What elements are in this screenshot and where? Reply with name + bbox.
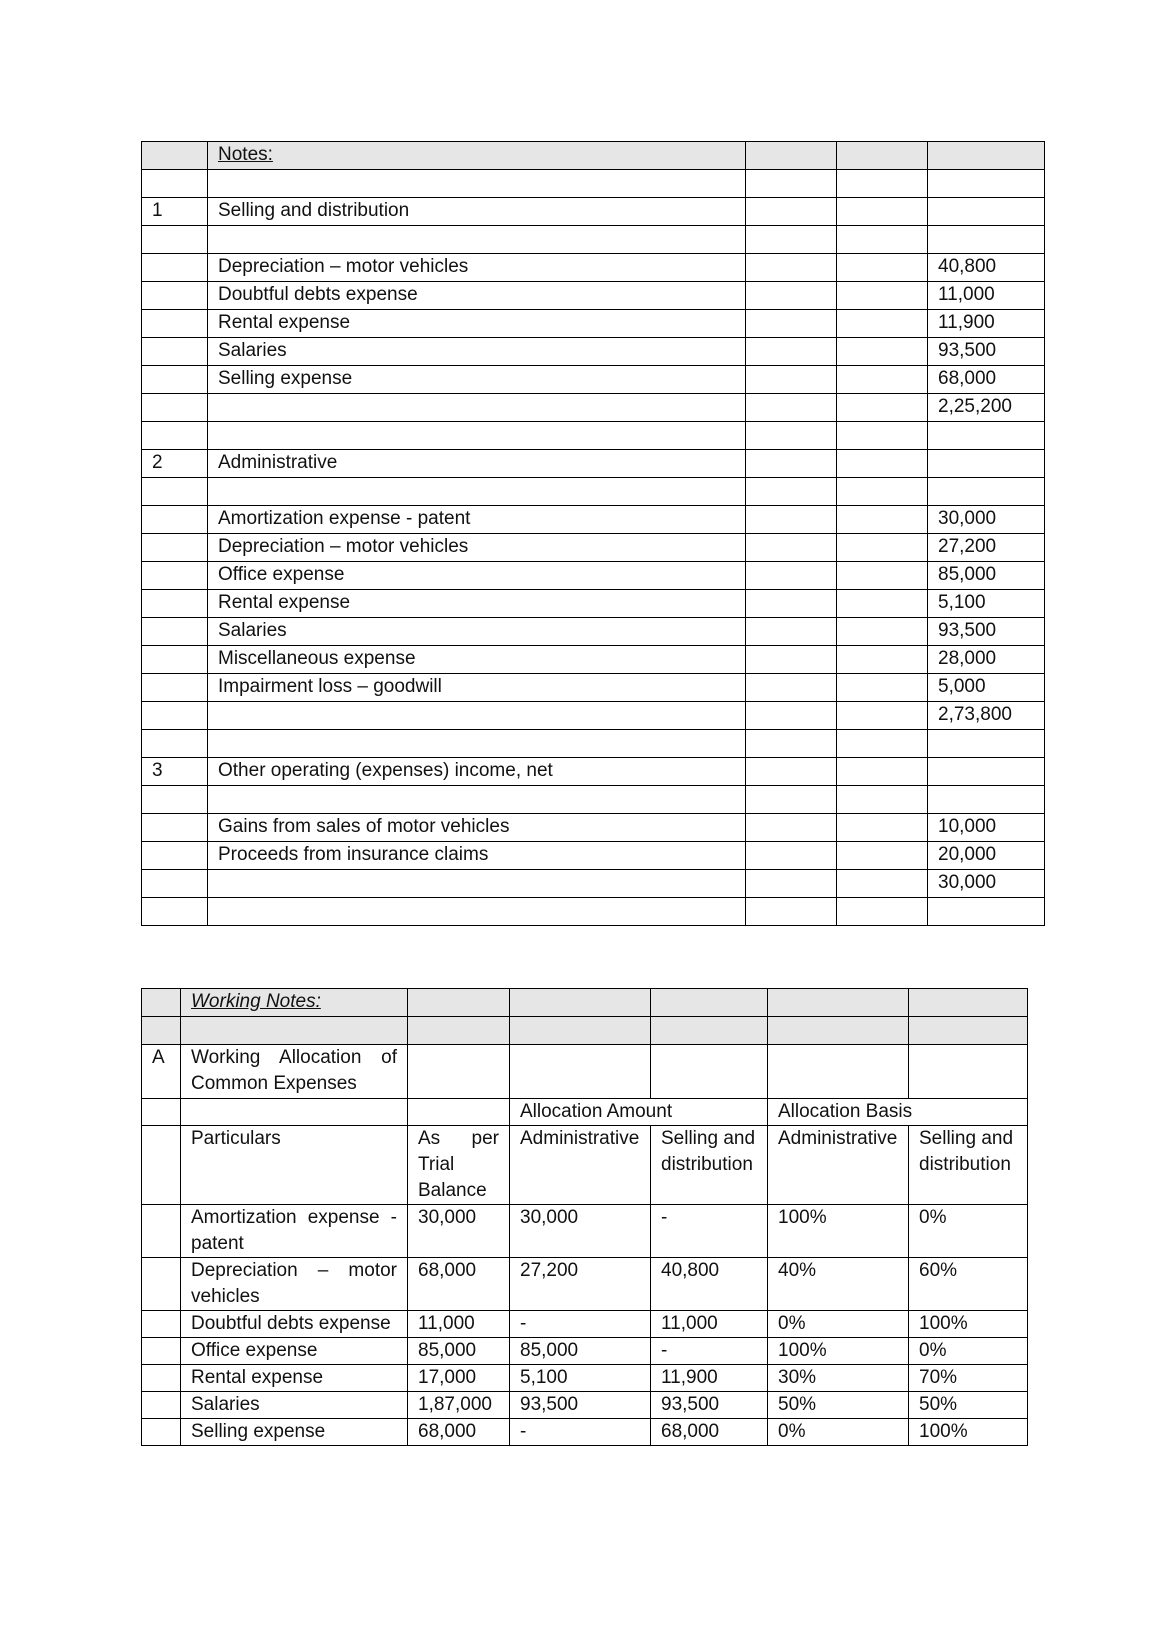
selling-amount-cell: 68,000 bbox=[651, 1419, 768, 1446]
note-item-amount: 10,000 bbox=[928, 814, 1045, 842]
blank-row bbox=[142, 170, 1045, 198]
admin-amount-cell: 93,500 bbox=[510, 1392, 651, 1419]
section-title: Working Allocation of Common Expenses bbox=[181, 1045, 408, 1099]
note-item-amount: 11,000 bbox=[928, 282, 1045, 310]
note-item-amount: 5,000 bbox=[928, 674, 1045, 702]
working-notes-title: Working Notes: bbox=[191, 991, 321, 1012]
note-total-row bbox=[142, 702, 1045, 730]
selling-amount-header: Selling and distribution bbox=[651, 1126, 768, 1205]
working-notes-header-row bbox=[142, 989, 1028, 1017]
admin-basis-cell: 0% bbox=[768, 1311, 909, 1338]
admin-amount-cell: 85,000 bbox=[510, 1338, 651, 1365]
trial-balance-cell: 30,000 bbox=[408, 1205, 510, 1258]
allocation-basis-header: Allocation Basis bbox=[768, 1099, 1028, 1126]
selling-amount-cell: - bbox=[651, 1338, 768, 1365]
selling-basis-cell: 100% bbox=[909, 1419, 1028, 1446]
admin-amount-cell: - bbox=[510, 1419, 651, 1446]
note-item-row bbox=[142, 814, 1045, 842]
selling-amount-cell: 93,500 bbox=[651, 1392, 768, 1419]
note-item-label: Impairment loss – goodwill bbox=[208, 674, 746, 702]
blank-row bbox=[142, 898, 1045, 926]
column-header-row bbox=[142, 1126, 1028, 1205]
allocation-row bbox=[142, 1338, 1028, 1365]
note-item-row bbox=[142, 366, 1045, 394]
note-item-label: Depreciation – motor vehicles bbox=[208, 254, 746, 282]
note-item-amount: 30,000 bbox=[928, 506, 1045, 534]
trial-balance-cell: 11,000 bbox=[408, 1311, 510, 1338]
notes-table bbox=[141, 141, 1045, 926]
selling-amount-cell: - bbox=[651, 1205, 768, 1258]
admin-basis-cell: 40% bbox=[768, 1258, 909, 1311]
note-item-amount: 93,500 bbox=[928, 618, 1045, 646]
admin-amount-cell: 27,200 bbox=[510, 1258, 651, 1311]
note-number: 2 bbox=[142, 450, 208, 478]
notes-title: Notes: bbox=[218, 144, 273, 165]
note-item-row bbox=[142, 254, 1045, 282]
blank-row bbox=[142, 478, 1045, 506]
note-section-row bbox=[142, 450, 1045, 478]
admin-amount-cell: 5,100 bbox=[510, 1365, 651, 1392]
note-item-amount: 68,000 bbox=[928, 366, 1045, 394]
group-header-row bbox=[142, 1099, 1028, 1126]
note-item-label: Office expense bbox=[208, 562, 746, 590]
note-heading: Other operating (expenses) income, net bbox=[208, 758, 746, 786]
note-item-label: Salaries bbox=[208, 338, 746, 366]
note-item-amount: 85,000 bbox=[928, 562, 1045, 590]
particulars-header: Particulars bbox=[181, 1126, 408, 1205]
trial-balance-cell: 68,000 bbox=[408, 1419, 510, 1446]
admin-basis-cell: 100% bbox=[768, 1205, 909, 1258]
allocation-row bbox=[142, 1311, 1028, 1338]
note-item-row bbox=[142, 310, 1045, 338]
selling-basis-header: Selling and distribution bbox=[909, 1126, 1028, 1205]
note-total-amount: 2,25,200 bbox=[928, 394, 1045, 422]
note-item-amount: 28,000 bbox=[928, 646, 1045, 674]
admin-basis-cell: 0% bbox=[768, 1419, 909, 1446]
trial-balance-cell: 17,000 bbox=[408, 1365, 510, 1392]
selling-basis-cell: 0% bbox=[909, 1205, 1028, 1258]
admin-amount-header: Administrative bbox=[510, 1126, 651, 1205]
note-section-row bbox=[142, 758, 1045, 786]
notes-header-row bbox=[142, 142, 1045, 170]
note-item-amount: 40,800 bbox=[928, 254, 1045, 282]
allocation-row bbox=[142, 1392, 1028, 1419]
allocation-row bbox=[142, 1258, 1028, 1311]
note-total-amount: 2,73,800 bbox=[928, 702, 1045, 730]
note-item-label: Gains from sales of motor vehicles bbox=[208, 814, 746, 842]
note-section-row bbox=[142, 198, 1045, 226]
note-total-row bbox=[142, 870, 1045, 898]
note-item-amount: 5,100 bbox=[928, 590, 1045, 618]
particular-cell: Doubtful debts expense bbox=[181, 1311, 408, 1338]
note-item-row bbox=[142, 590, 1045, 618]
selling-basis-cell: 0% bbox=[909, 1338, 1028, 1365]
selling-basis-cell: 70% bbox=[909, 1365, 1028, 1392]
note-item-label: Rental expense bbox=[208, 590, 746, 618]
working-notes-blank-header-row bbox=[142, 1017, 1028, 1045]
admin-basis-cell: 50% bbox=[768, 1392, 909, 1419]
blank-row bbox=[142, 422, 1045, 450]
blank-row bbox=[142, 730, 1045, 758]
note-heading: Selling and distribution bbox=[208, 198, 746, 226]
note-item-label: Salaries bbox=[208, 618, 746, 646]
note-item-amount: 11,900 bbox=[928, 310, 1045, 338]
note-item-amount: 27,200 bbox=[928, 534, 1045, 562]
note-item-label: Amortization expense - patent bbox=[208, 506, 746, 534]
trial-balance-cell: 1,87,000 bbox=[408, 1392, 510, 1419]
note-item-row bbox=[142, 338, 1045, 366]
blank-row bbox=[142, 786, 1045, 814]
note-item-row bbox=[142, 282, 1045, 310]
selling-basis-cell: 60% bbox=[909, 1258, 1028, 1311]
section-letter: A bbox=[142, 1045, 181, 1099]
selling-amount-cell: 40,800 bbox=[651, 1258, 768, 1311]
note-item-label: Selling expense bbox=[208, 366, 746, 394]
note-item-row bbox=[142, 674, 1045, 702]
note-item-row bbox=[142, 618, 1045, 646]
note-item-row bbox=[142, 646, 1045, 674]
working-notes-table bbox=[141, 988, 1028, 1446]
note-item-row bbox=[142, 562, 1045, 590]
selling-basis-cell: 100% bbox=[909, 1311, 1028, 1338]
note-number: 1 bbox=[142, 198, 208, 226]
admin-basis-cell: 100% bbox=[768, 1338, 909, 1365]
selling-amount-cell: 11,000 bbox=[651, 1311, 768, 1338]
admin-basis-cell: 30% bbox=[768, 1365, 909, 1392]
note-item-label: Rental expense bbox=[208, 310, 746, 338]
trial-balance-cell: 68,000 bbox=[408, 1258, 510, 1311]
particular-cell: Salaries bbox=[181, 1392, 408, 1419]
note-item-row bbox=[142, 534, 1045, 562]
note-item-label: Miscellaneous expense bbox=[208, 646, 746, 674]
working-section-row bbox=[142, 1045, 1028, 1099]
particular-cell: Amortization expense - patent bbox=[181, 1205, 408, 1258]
note-item-row bbox=[142, 506, 1045, 534]
note-item-label: Doubtful debts expense bbox=[208, 282, 746, 310]
note-heading: Administrative bbox=[208, 450, 746, 478]
note-item-label: Proceeds from insurance claims bbox=[208, 842, 746, 870]
allocation-row bbox=[142, 1205, 1028, 1258]
note-item-label: Depreciation – motor vehicles bbox=[208, 534, 746, 562]
selling-amount-cell: 11,900 bbox=[651, 1365, 768, 1392]
blank-row bbox=[142, 226, 1045, 254]
selling-basis-cell: 50% bbox=[909, 1392, 1028, 1419]
particular-cell: Depreciation – motor vehicles bbox=[181, 1258, 408, 1311]
note-total-row bbox=[142, 394, 1045, 422]
particular-cell: Office expense bbox=[181, 1338, 408, 1365]
admin-amount-cell: 30,000 bbox=[510, 1205, 651, 1258]
particular-cell: Selling expense bbox=[181, 1419, 408, 1446]
note-item-amount: 20,000 bbox=[928, 842, 1045, 870]
particular-cell: Rental expense bbox=[181, 1365, 408, 1392]
admin-basis-header: Administrative bbox=[768, 1126, 909, 1205]
as-per-tb-header: As per Trial Balance bbox=[408, 1126, 510, 1205]
admin-amount-cell: - bbox=[510, 1311, 651, 1338]
trial-balance-cell: 85,000 bbox=[408, 1338, 510, 1365]
note-item-amount: 93,500 bbox=[928, 338, 1045, 366]
allocation-row bbox=[142, 1419, 1028, 1446]
allocation-row bbox=[142, 1365, 1028, 1392]
note-number: 3 bbox=[142, 758, 208, 786]
note-total-amount: 30,000 bbox=[928, 870, 1045, 898]
allocation-amount-header: Allocation Amount bbox=[510, 1099, 768, 1126]
note-item-row bbox=[142, 842, 1045, 870]
